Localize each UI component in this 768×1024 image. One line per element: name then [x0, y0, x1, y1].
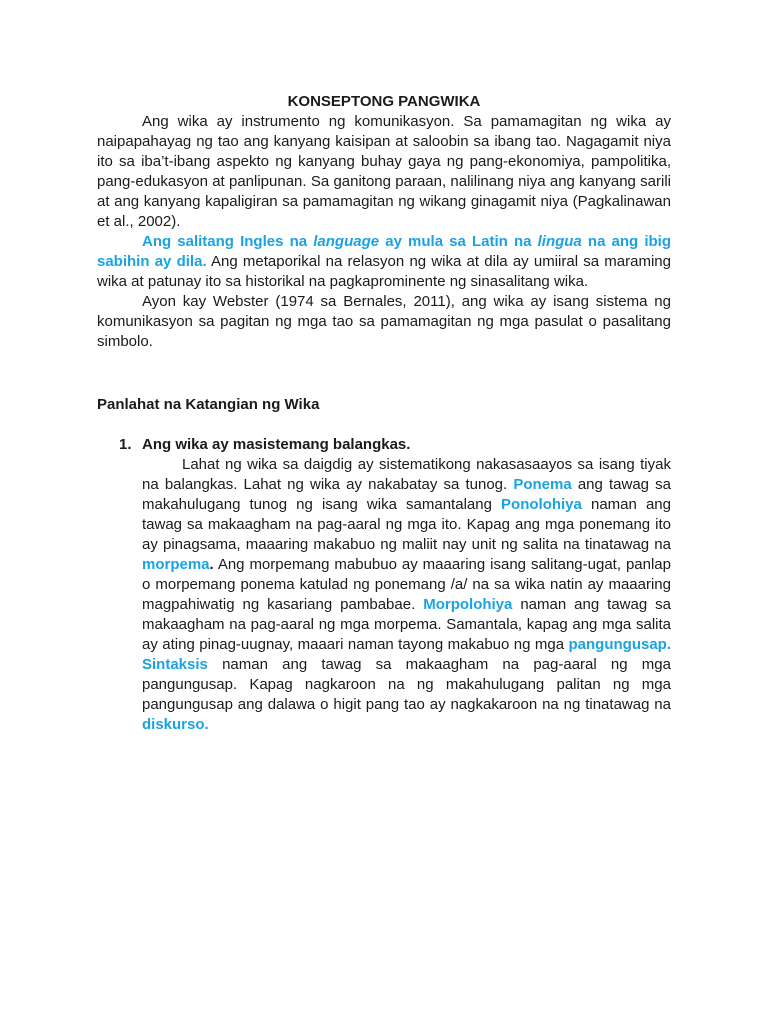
keyword-morpolohiya: Morpolohiya: [423, 596, 513, 613]
list-item-body: [142, 455, 671, 735]
body-text-6: naman ang tawag sa makaagham na pag-aaral ng mga pangungusap. Kapag nagkaroon na ng makahulugang palitan ng mga pangungusap ang dalawa o higit pang tao ay nagkakaroon na ng tinatawag na: [142, 656, 671, 713]
term-lingua: lingua: [537, 233, 582, 250]
document-page: [97, 92, 672, 733]
morpema-period: .: [209, 556, 214, 573]
keyword-morpema: morpema: [142, 556, 210, 573]
keyword-ponema: Ponema: [513, 476, 572, 493]
body-text-5: naman ang tawag sa makaagham na pag-aaral ng mga morpema. Samantala, kapag ang mga salita ay ating pinag-uugnay, maaari naman tayong makabuo ng mga: [142, 596, 671, 653]
intro-paragraph: Ang wika ay instrumento ng komunikasyon. Sa pamamagitan ng wika ay naipapahayag ng tao ang kanyang kaisipan at saloobin sa ibang tao. Nagagamit niya ito sa iba’t-ibang aspekto ng kanyang buhay gaya ng pang-ekonomiya, pampolitika, pang-edukasyon at panlipunan. Sa ganitong paraan, nalilinang niya ang kanyang sarili at ang kanyang kapaligiran sa pamamagitan ng wikang ginagamit niya (Pagkalinawan et al., 2002).: [97, 113, 671, 230]
body-text-2: ang tawag sa makahulugang tunog ng isang wika samantalang: [142, 476, 671, 513]
characteristics-list: [97, 435, 671, 735]
body-text-4: Ang morpemang mabubuo ay maaaring isang salitang-ugat, panlap o morpemang ponema katulad ng ponemang /a/ na sa wika natin ay maaaring magpahiwatig ng kasariang pambabae.: [142, 556, 671, 613]
list-item-number: 1.: [119, 436, 132, 453]
keyword-diskurso: diskurso.: [142, 716, 209, 733]
list-item-title: Ang wika ay masistemang balangkas.: [142, 436, 411, 453]
section-heading: Panlahat na Katangian ng Wika: [97, 396, 320, 413]
etymology-highlight-part1: Ang salitang Ingles na: [142, 233, 314, 250]
body-text-3: naman ang tawag sa makaagham na pag-aaral ng mga ito. Kapag ang mga ponemang ito ay pinagsama, maaaring makabuo ng maliit nay unit ng salita na tinatawag na: [142, 496, 671, 553]
etymology-highlight-part3: na ang ibig sabihin ay dila.: [97, 233, 672, 270]
etymology-paragraph: [97, 232, 671, 292]
term-language: language: [313, 233, 380, 250]
document-title: KONSEPTONG PANGWIKA: [287, 93, 481, 110]
definition-paragraph: Ayon kay Webster (1974 sa Bernales, 2011), ang wika ay isang sistema ng komunikasyon sa pagitan ng mga tao sa pamamagitan ng mga pasulat o pasalitang simbolo.: [97, 293, 671, 350]
keyword-pangungusap-sintaksis: pangungusap. Sintaksis: [142, 636, 671, 673]
etymology-rest: Ang metaporikal na relasyon ng wika at dila ay umiiral sa maraming wika at patunay ito sa historikal na pagkaprominente ng sinasalitang wika.: [97, 253, 671, 290]
keyword-ponolohiya: Ponolohiya: [501, 496, 582, 513]
etymology-highlight-part2: ay mula sa Latin na: [379, 233, 538, 250]
list-item: [97, 435, 671, 735]
body-text-1: Lahat ng wika sa daigdig ay sistematikong nakasasaayos sa isang tiyak na balangkas. Lahat ng wika ay nakabatay sa tunog.: [142, 456, 671, 493]
